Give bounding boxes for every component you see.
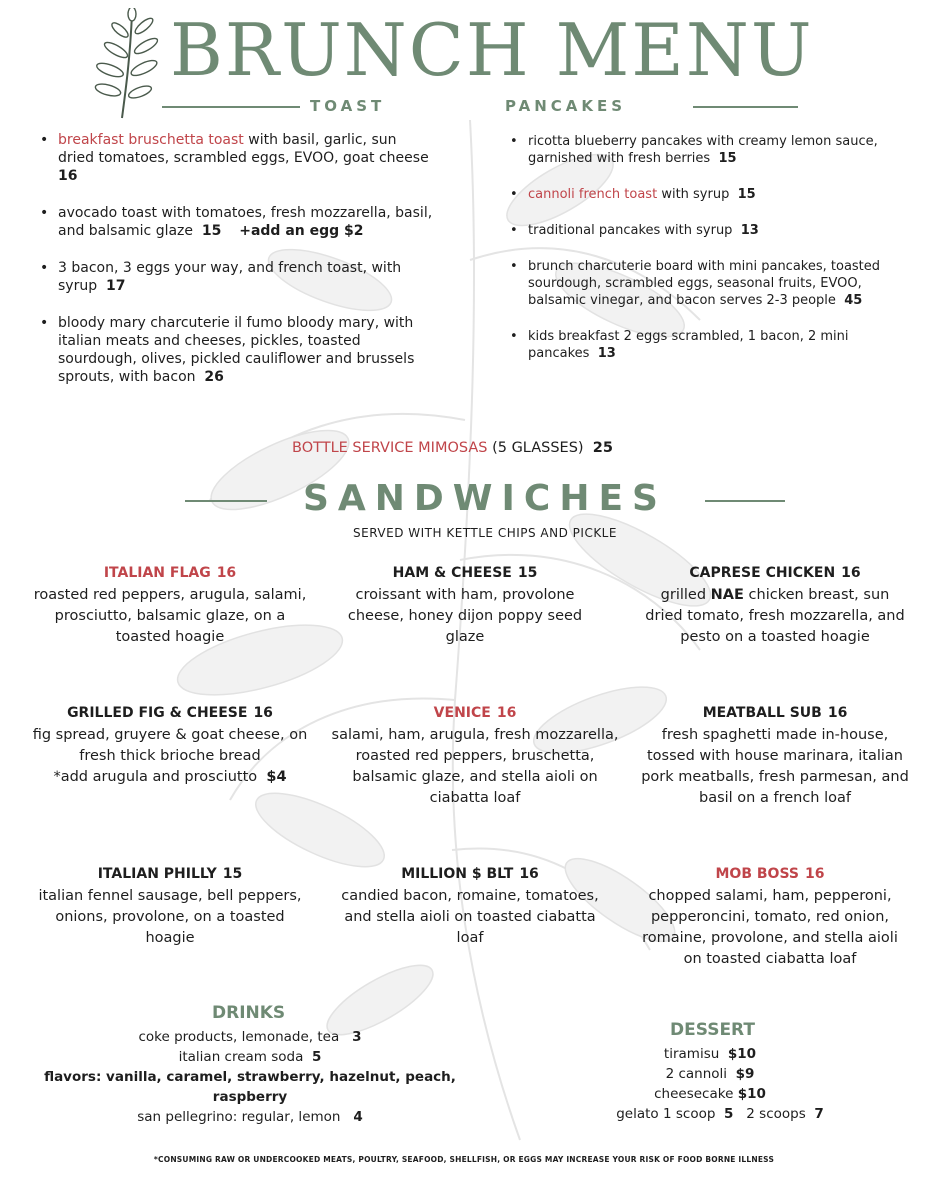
dessert-text: cheesecake [654,1086,734,1102]
pancakes-items-list [506,133,906,381]
item-description: bloody mary charcuterie il fumo bloody mary, with italian meats and cheeses, pickles, toasted sourdough, olives, pickled cauliflower and brussels sprouts, with bacon [58,315,415,385]
list-item [36,259,436,295]
sandwich-item [330,563,600,648]
description-prefix: grilled [660,587,711,603]
dessert-line [590,1104,850,1124]
sandwich-item [330,703,620,809]
sandwich-name-row [30,563,310,584]
drink-text: san pellegrino: regular, lemon [137,1109,341,1125]
item-price: 16 [58,168,78,184]
item-price: 26 [204,369,224,385]
dessert-text: 2 cannoli [665,1066,728,1082]
drinks-title: DRINKS [212,1003,286,1023]
sandwich-price: 16 [253,705,273,721]
sandwich-name: GRILLED FIG & CHEESE [67,705,248,721]
sandwich-description: roasted red peppers, arugula, salami, prosciutto, balsamic glaze, on a toasted hoagie [33,587,307,645]
list-item [506,222,906,239]
drink-line [30,1107,470,1127]
sandwich-price: 16 [216,565,237,581]
sandwich-name-row [640,703,910,724]
sandwich-name-row [30,864,310,885]
item-description: traditional pancakes with syrup [528,223,733,238]
sandwich-price: 16 [827,705,848,721]
sandwich-name: ITALIAN PHILLY [97,866,217,882]
sandwich-name-row [330,703,620,724]
item-extra: +add an egg $2 [239,223,364,239]
sandwich-description [640,585,910,648]
menu-title: BRUNCH MENU [170,8,814,92]
sandwich-description: salami, ham, arugula, fresh mozzarella, roasted red peppers, bruschetta, balsamic glaze, and stella aioli on ciabatta loaf [331,727,619,806]
sandwich-price: 15 [222,866,243,882]
sandwich-name: HAM & CHEESE [392,565,512,581]
toast-items-list [36,131,436,405]
sandwich-name: VENICE [433,705,491,721]
sandwich-item [640,563,910,648]
sandwich-name-row [335,864,605,885]
sandwich-item [30,703,310,788]
divider-left [162,106,300,108]
sandwich-description: candied bacon, romaine, tomatoes, and stella aioli on toasted ciabatta loaf [341,888,599,946]
item-price: 17 [106,278,126,294]
item-price: 15 [201,223,222,239]
dessert-text-2: 2 scoops [746,1106,806,1122]
sandwich-item [640,864,900,970]
sandwich-description: fresh spaghetti made in-house, tossed with house marinara, italian pork meatballs, fresh parmesan, and basil on a french loaf [641,727,909,806]
dessert-text: gelato 1 scoop [616,1106,716,1122]
mimosa-price: 25 [592,440,613,456]
drink-line [30,1047,470,1067]
mimosa-label: BOTTLE SERVICE MIMOSAS [292,440,488,456]
sandwich-name: ITALIAN FLAG [103,565,211,581]
addon-price: $4 [266,769,287,785]
drink-price: 4 [353,1109,363,1125]
item-highlight: breakfast bruschetta toast [58,132,244,148]
item-price: 13 [597,346,616,361]
item-description: with basil, garlic, sun dried tomatoes, scrambled eggs, EVOO, goat cheese [58,132,429,166]
sandwich-item [640,703,910,809]
list-item [36,314,436,386]
sandwich-description: fig spread, gruyere & goat cheese, on fresh thick brioche bread [32,727,308,764]
sandwich-name-row [640,864,900,885]
item-price: 15 [737,187,756,202]
item-description: 3 bacon, 3 eggs your way, and french toast, with syrup [58,260,402,294]
sandwich-item [335,864,605,949]
dessert-line [580,1084,840,1104]
item-description: with syrup [657,187,730,202]
sandwich-addon [30,767,310,788]
sandwich-name: CAPRESE CHICKEN [689,565,836,581]
sandwich-item [30,864,310,949]
item-description: brunch charcuterie board with mini pancakes, toasted sourdough, scrambled eggs, seasonal fruits, EVOO, balsamic vinegar, and bacon serves 2-3 people [528,259,881,308]
dessert-price: 5 [724,1106,734,1122]
dessert-price-2: 7 [814,1106,824,1122]
sandwich-price: 16 [841,565,861,581]
list-item [506,328,906,362]
addon-text: *add arugula and prosciutto [53,769,258,785]
dessert-price: $10 [727,1046,757,1062]
description-bold: NAE [710,587,744,603]
sandwich-price: 16 [519,866,539,882]
allergy-disclaimer: *CONSUMING RAW OR UNDERCOOKED MEATS, POULTRY, SEAFOOD, SHELLFISH, OR EGGS MAY INCREASE YOUR RISK OF FOOD BORNE ILLNESS [153,1155,775,1164]
item-description: avocado toast with tomatoes, fresh mozzarella, basil, and balsamic glaze [58,205,433,239]
sandwich-item [30,563,310,648]
item-price: 13 [740,223,759,238]
drink-price: 3 [352,1029,362,1045]
list-item [36,204,436,240]
list-item [506,133,906,167]
mimosa-offer [292,440,613,456]
sandwich-description: italian fennel sausage, bell peppers, onions, provolone, on a toasted hoagie [38,888,302,946]
list-item [506,258,906,309]
sandwiches-subtitle: SERVED WITH KETTLE CHIPS AND PICKLE [353,526,617,540]
herb-sprig-icon [92,8,164,120]
divider-right [705,500,785,502]
drink-line: raspberry [212,1089,288,1105]
dessert-line [580,1044,840,1064]
divider-right [693,106,798,108]
description-rest: chicken breast, sun dried tomato, fresh mozzarella, and pesto on a toasted hoagie [645,587,905,645]
sandwich-name-row [330,563,600,584]
sandwich-price: 15 [517,565,538,581]
list-item [36,131,436,185]
sandwich-name-row [30,703,310,724]
section-label-toast: TOAST [310,97,386,115]
drink-text: italian cream soda [178,1049,304,1065]
drink-price: 5 [311,1049,322,1065]
dessert-price: $9 [735,1066,755,1082]
item-description: ricotta blueberry pancakes with creamy lemon sauce, garnished with fresh berries [528,134,878,166]
item-description: kids breakfast 2 eggs scrambled, 1 bacon, 2 mini pancakes [528,329,849,361]
drink-line [30,1027,470,1047]
sandwich-name: MEATBALL SUB [702,705,822,721]
dessert-title: DESSERT [670,1020,755,1040]
sandwich-price: 16 [805,866,825,882]
item-highlight: cannoli french toast [528,187,658,202]
sandwiches-title: SANDWICHES [303,478,667,519]
dessert-line [580,1064,840,1084]
list-item [506,186,906,203]
sandwich-price: 16 [496,705,517,721]
sandwich-description: chopped salami, ham, pepperoni, pepperoncini, tomato, red onion, romaine, provolone, and stella aioli on toasted ciabatta loaf [642,888,898,967]
sandwich-description: croissant with ham, provolone cheese, honey dijon poppy seed glaze [347,587,583,645]
item-price: 15 [718,151,737,166]
drink-text: coke products, lemonade, tea [138,1029,340,1045]
sandwich-name: MILLION $ BLT [401,866,514,882]
item-price: 45 [844,293,863,308]
drink-line: flavors: vanilla, caramel, strawberry, hazelnut, peach, [44,1069,456,1085]
sandwich-name: MOB BOSS [715,866,799,882]
mimosa-qty: (5 GLASSES) [492,440,584,456]
dessert-text: tiramisu [663,1046,720,1062]
section-label-pancakes: PANCAKES [505,97,627,115]
dessert-price: $10 [737,1086,766,1102]
sandwich-name-row [640,563,910,584]
divider-left [185,500,267,502]
